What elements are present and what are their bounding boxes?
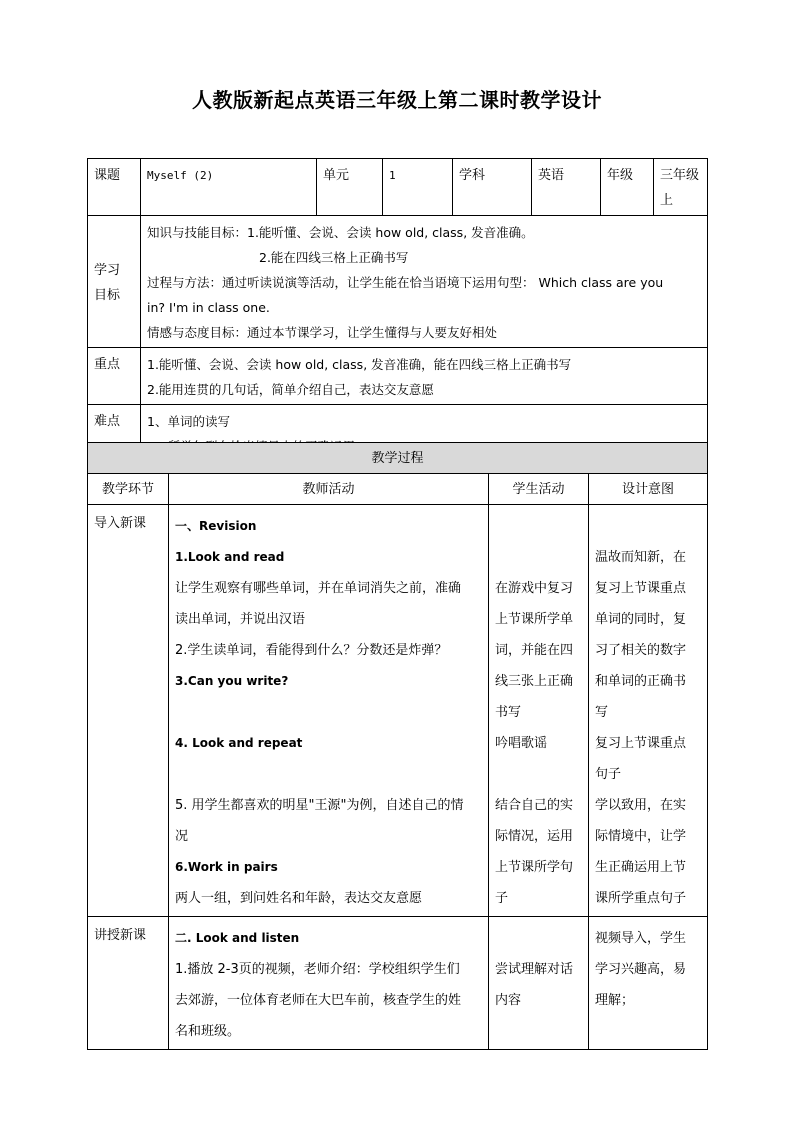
difficult-point-line: 2、所学句型在恰当情景中的正确运用 bbox=[147, 439, 355, 454]
design-intent-cell bbox=[589, 505, 708, 917]
teacher-line: 去郊游，一位体育老师在大巴车前，核查学生的姓 bbox=[175, 993, 462, 1008]
student-line: 子 bbox=[495, 891, 509, 906]
student-line: 线三张上正确 bbox=[495, 674, 574, 689]
student-line bbox=[495, 542, 582, 573]
student-line bbox=[495, 923, 582, 954]
goal-line: 2.能在四线三格上正确书写 bbox=[259, 250, 409, 265]
design-line: 习了相关的数字 bbox=[595, 643, 687, 658]
goal-line: in? I'm in class one. bbox=[147, 300, 270, 315]
goals-label-line: 学习 bbox=[94, 262, 121, 278]
design-line: 写 bbox=[595, 705, 609, 720]
goal-line: 情感与态度目标：通过本节课学习，让学生懂得与人要友好相处 bbox=[147, 325, 498, 340]
process-header: 教学过程 bbox=[88, 443, 708, 474]
goal-line: 过程与方法：通过听读说演等活动，让学生能在恰当语境下运用句型： Which class are you bbox=[147, 275, 664, 290]
student-line: 词，并能在四 bbox=[495, 643, 574, 658]
teacher-line bbox=[175, 759, 482, 790]
teacher-line: 读出单词，并说出汉语 bbox=[175, 612, 306, 627]
design-line: 理解； bbox=[595, 993, 635, 1008]
student-line bbox=[495, 511, 582, 542]
student-activity-cell bbox=[489, 505, 589, 917]
design-line: 和单词的正确书 bbox=[595, 674, 687, 689]
teacher-line: 况 bbox=[175, 829, 189, 844]
grade-value bbox=[654, 159, 708, 216]
student-line: 上节课所学句 bbox=[495, 860, 574, 875]
student-line: 结合自己的实 bbox=[495, 798, 574, 813]
design-line: 复习上节课重点 bbox=[595, 736, 687, 751]
lesson-info-table bbox=[87, 158, 708, 462]
column-header-stage: 教学环节 bbox=[88, 474, 169, 505]
teacher-line: 4. Look and repeat bbox=[175, 736, 303, 750]
student-line: 在游戏中复习 bbox=[495, 581, 574, 596]
table-row bbox=[88, 505, 708, 917]
goals-label-line: 目标 bbox=[94, 287, 121, 303]
goals-label bbox=[88, 216, 141, 348]
key-point-line: 1.能听懂、会说、会读 how old, class, 发音准确，能在四线三格上正确书写 bbox=[147, 357, 572, 372]
discipline-label: 学科 bbox=[453, 159, 532, 216]
teacher-line: 6.Work in pairs bbox=[175, 860, 278, 874]
goal-line: 知识与技能目标：1.能听懂、会说、会读 how old, class, 发音准确。 bbox=[147, 225, 534, 240]
teacher-activity-cell bbox=[169, 505, 489, 917]
table-row bbox=[88, 917, 708, 1050]
student-line: 尝试理解对话 bbox=[495, 962, 574, 977]
teacher-line bbox=[175, 697, 482, 728]
teacher-line: 3.Can you write? bbox=[175, 674, 289, 688]
grade-value-line: 三年级 bbox=[660, 168, 700, 183]
design-line: 句子 bbox=[595, 767, 622, 782]
teacher-line: 5. 用学生都喜欢的明星"王源"为例，自述自己的情 bbox=[175, 798, 464, 813]
teacher-line: 名和班级。 bbox=[175, 1024, 241, 1039]
student-line: 吟唱歌谣 bbox=[495, 736, 548, 751]
column-header-teacher: 教师活动 bbox=[169, 474, 489, 505]
subject-value: Myself (2) bbox=[141, 159, 317, 216]
teaching-process-table bbox=[87, 442, 708, 1050]
grade-label: 年级 bbox=[601, 159, 654, 216]
design-line: 温故而知新，在 bbox=[595, 550, 687, 565]
difficult-points-label: 难点 bbox=[88, 405, 141, 462]
design-line: 生正确运用上节 bbox=[595, 860, 687, 875]
design-line: 单词的同时，复 bbox=[595, 612, 687, 627]
discipline-value: 英语 bbox=[532, 159, 601, 216]
student-line: 内容 bbox=[495, 993, 522, 1008]
grade-value-line: 上 bbox=[660, 193, 674, 208]
stage-cell: 讲授新课 bbox=[88, 917, 169, 1050]
unit-value: 1 bbox=[383, 159, 453, 216]
design-line: 复习上节课重点 bbox=[595, 581, 687, 596]
design-line: 视频导入，学生 bbox=[595, 931, 687, 946]
student-line: 际情况，运用 bbox=[495, 829, 574, 844]
design-intent-cell bbox=[589, 917, 708, 1050]
student-activity-cell bbox=[489, 917, 589, 1050]
design-line: 学习兴趣高，易 bbox=[595, 962, 687, 977]
design-line: 课所学重点句子 bbox=[595, 891, 687, 906]
teacher-line: 2.学生读单词，看能得到什么？分数还是炸弹？ bbox=[175, 643, 448, 658]
column-header-student: 学生活动 bbox=[489, 474, 589, 505]
design-line: 际情境中，让学 bbox=[595, 829, 687, 844]
unit-label: 单元 bbox=[317, 159, 383, 216]
column-header-design: 设计意图 bbox=[589, 474, 708, 505]
teacher-line: 一、Revision bbox=[175, 519, 257, 533]
design-line bbox=[595, 511, 701, 542]
student-line bbox=[495, 759, 582, 790]
student-line: 上节课所学单 bbox=[495, 612, 574, 627]
student-line: 书写 bbox=[495, 705, 522, 720]
key-points-content bbox=[141, 348, 708, 405]
teacher-line: 1.播放 2-3页的视频，老师介绍：学校组织学生们 bbox=[175, 962, 460, 977]
teacher-line: 二. Look and listen bbox=[175, 931, 300, 945]
key-point-line: 2.能用连贯的几句话，简单介绍自己，表达交友意愿 bbox=[147, 382, 434, 397]
key-points-label: 重点 bbox=[88, 348, 141, 405]
teacher-line: 1.Look and read bbox=[175, 550, 285, 564]
subject-label: 课题 bbox=[88, 159, 141, 216]
stage-cell: 导入新课 bbox=[88, 505, 169, 917]
goals-content bbox=[141, 216, 708, 348]
teacher-line: 让学生观察有哪些单词，并在单词消失之前，准确 bbox=[175, 581, 462, 596]
teacher-activity-cell bbox=[169, 917, 489, 1050]
difficult-point-line: 1、单词的读写 bbox=[147, 414, 230, 429]
document-title: 人教版新起点英语三年级上第二课时教学设计 bbox=[192, 88, 602, 112]
design-line: 学以致用，在实 bbox=[595, 798, 687, 813]
teacher-line: 两人一组，到问姓名和年龄，表达交友意愿 bbox=[175, 891, 423, 906]
